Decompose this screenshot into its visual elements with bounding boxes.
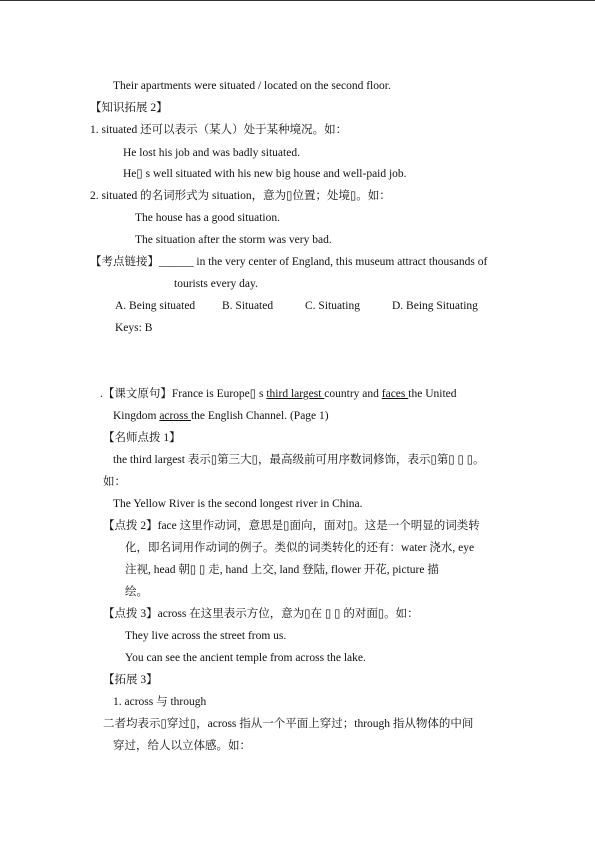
exercise-question-cont: tourists every day.	[174, 278, 258, 290]
paragraph-line: 二者均表示▯穿过▯，across 指从一个平面上穿过；through 指从物体的中间	[103, 718, 474, 730]
answer-key: Keys: B	[115, 322, 153, 334]
paragraph-line: 1. across 与 through	[113, 696, 207, 708]
text-run: country and	[324, 388, 382, 400]
text-run: .【课文原句】France is Europe▯ s	[100, 388, 267, 400]
exercise-question: 【考点链接】______ in the very center of England, this museum attract thousands of	[90, 256, 488, 268]
paragraph-line: 化，即名词用作动词的例子。类似的词类转化的还有：water 浇水, eye	[125, 542, 475, 554]
underlined-phrase: third largest	[266, 388, 325, 400]
example-sentence: He lost his job and was badly situated.	[123, 147, 300, 159]
paragraph-line: 穿过，给人以立体感。如：	[113, 740, 251, 752]
example-sentence: You can see the ancient temple from across the lake.	[125, 652, 366, 664]
paragraph-line: 【点拨 2】face 这里作动词，意思是▯面向，面对▯。这是一个明显的词类转	[103, 520, 480, 532]
textbook-sentence	[100, 387, 505, 401]
text-run: Kingdom	[113, 410, 160, 422]
example-sentence: The house has a good situation.	[135, 212, 281, 224]
option-a: A. Being situated	[115, 300, 196, 312]
text-run: the United	[408, 388, 457, 400]
paragraph-line: 2. situated 的名词形式为 situation，意为▯位置；处境▯。如：	[90, 190, 391, 202]
paragraph-line: 注视, head 朝▯ ▯ 走, hand 上交, land 登陆, flower 开花, picture 描	[125, 564, 439, 576]
underlined-phrase: across	[159, 410, 191, 422]
paragraph-line: the third largest 表示▯第三大▯，最高级前可用序数词修饰，表示▯第▯ ▯ ▯。	[113, 454, 485, 466]
example-sentence: He▯ s well situated with his new big house and well-paid job.	[123, 168, 407, 180]
example-sentence: They live across the street from us.	[125, 630, 287, 642]
page-top-border	[0, 0, 595, 1]
section-heading: 【知识拓展 2】	[90, 102, 168, 114]
option-b: B. Situated	[222, 300, 274, 312]
paragraph-line: 【点拨 3】across 在这里表示方位，意为▯在 ▯ ▯ 的对面▯。如：	[103, 608, 419, 620]
example-sentence: Their apartments were situated / located on the second floor.	[113, 80, 391, 92]
paragraph-line: 绘。	[125, 586, 148, 598]
textbook-sentence-cont	[113, 409, 329, 423]
section-heading: 【名师点拨 1】	[103, 432, 181, 444]
underlined-phrase: faces	[381, 388, 409, 400]
option-d: D. Being Situating	[392, 300, 478, 312]
paragraph-line: 1. situated 还可以表示（某人）处于某种境况。如：	[90, 124, 348, 136]
option-c: C. Situating	[305, 300, 360, 312]
section-heading: 【拓展 3】	[103, 674, 158, 686]
text-run: the English Channel. (Page 1)	[190, 410, 329, 422]
example-sentence: The situation after the storm was very bad.	[135, 234, 332, 246]
paragraph-line: 如：	[103, 476, 126, 488]
example-sentence: The Yellow River is the second longest river in China.	[113, 498, 363, 510]
